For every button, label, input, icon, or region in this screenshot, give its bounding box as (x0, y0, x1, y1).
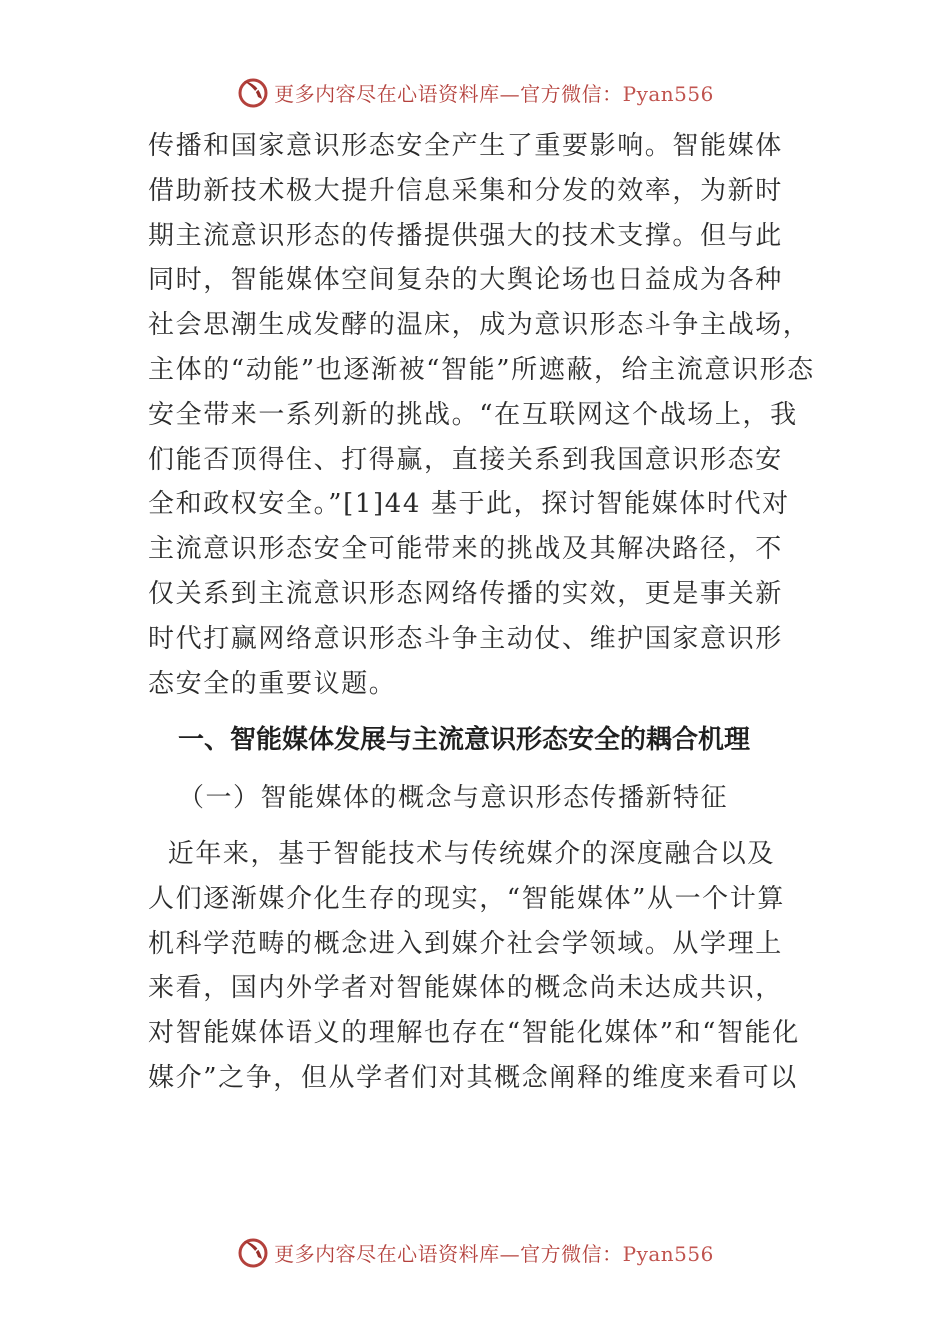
text-line: 期主流意识形态的传播提供强大的技术支撑。但与此 (148, 220, 783, 251)
watermark-label: 更多内容尽在心语资料库—官方微信： (274, 81, 623, 106)
text-line: 同时，智能媒体空间复杂的大舆论场也日益成为各种 (148, 265, 783, 296)
quill-circle-logo-icon (236, 1235, 270, 1269)
text-line: 来看，国内外学者对智能媒体的概念尚未达成共识， (148, 973, 783, 1004)
text-line: 态安全的重要议题。 (148, 668, 397, 699)
watermark-contact: Pyan556 (622, 1241, 714, 1266)
text-line: 机科学范畴的概念进入到媒介社会学领域。从学理上 (148, 928, 783, 959)
watermark-text (274, 1238, 714, 1267)
quill-circle-logo-icon (236, 75, 270, 109)
header-watermark (0, 72, 950, 112)
text-line: 借助新技术极大提升信息采集和分发的效率，为新时 (148, 175, 783, 206)
text-line: 近年来，基于智能技术与传统媒介的深度融合以及 (148, 839, 775, 869)
footer-watermark (0, 1232, 950, 1272)
section-paragraph (148, 832, 808, 1101)
text-line: 对智能媒体语义的理解也存在“智能化媒体”和“智能化 (148, 1018, 800, 1049)
body-paragraph (148, 124, 815, 706)
text-line: 时代打赢网络意识形态斗争主动仗、维护国家意识形 (148, 623, 783, 654)
text-line: 主体的“动能”也逐渐被“智能”所遮蔽，给主流意识形态 (148, 354, 815, 385)
text-line: 媒介”之争，但从学者们对其概念阐释的维度来看可以 (148, 1062, 798, 1093)
text-line: 主流意识形态安全可能带来的挑战及其解决路径，不 (148, 534, 783, 565)
text-line: 们能否顶得住、打得赢，直接关系到我国意识形态安 (148, 444, 783, 475)
text-line: 传播和国家意识形态安全产生了重要影响。智能媒体 (148, 131, 783, 161)
text-line: 社会思潮生成发酵的温床，成为意识形态斗争主战场， (148, 310, 811, 341)
text-line: 全和政权安全。”[1]44 基于此，探讨智能媒体时代对 (148, 489, 790, 520)
watermark-text (274, 78, 714, 107)
section-heading: 一、智能媒体发展与主流意识形态安全的耦合机理 (178, 725, 751, 755)
text-line: 人们逐渐媒介化生存的现实，“智能媒体”从一个计算 (148, 883, 785, 914)
watermark-label: 更多内容尽在心语资料库—官方微信： (274, 1241, 623, 1266)
text-line: 安全带来一系列新的挑战。“在互联网这个战场上，我 (148, 399, 798, 430)
watermark-contact: Pyan556 (622, 81, 714, 106)
subsection-heading: （一）智能媒体的概念与意识形态传播新特征 (178, 783, 729, 813)
text-line: 仅关系到主流意识形态网络传播的实效，更是事关新 (148, 578, 783, 609)
